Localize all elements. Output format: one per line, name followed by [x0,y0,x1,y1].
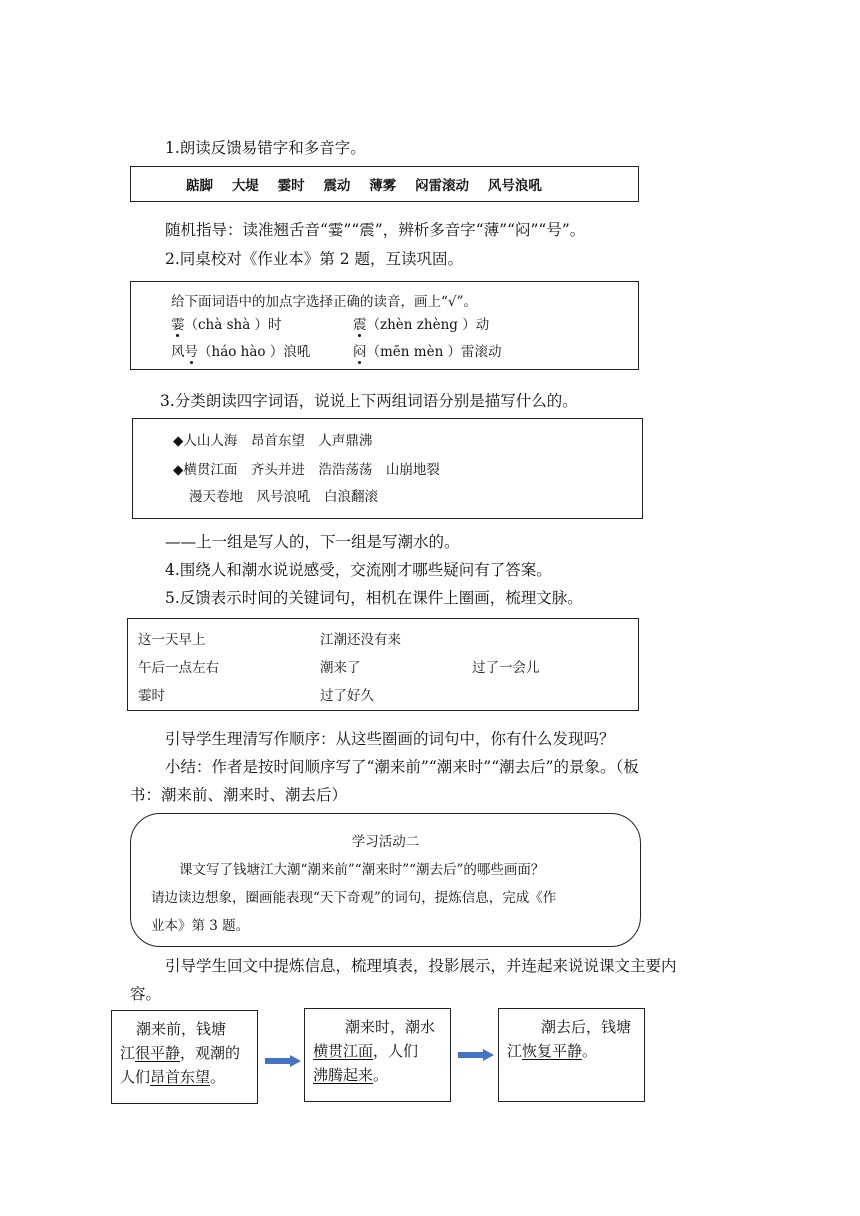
exercise-box [130,281,639,370]
step-1-text: 1.朗读反馈易错字和多音字。 [165,139,366,157]
guide-text-line-1: 引导学生回文中提炼信息，梳理填表，投影展示，并连起来说说课文主要内 [165,957,677,975]
flow-line [313,1039,442,1063]
guidance-text: 随机指导：读准翘舌音“霎”“震”，辨析多音字“薄”“闷”“号”。 [165,221,586,239]
flow-line: 潮来前，钱塘 [136,1020,227,1038]
group-tide-row-2: 漫天卷地 风号浪吼 白浪翻滚 [189,489,378,505]
flow-text: 。 [210,1068,226,1086]
dotted-char: 震 [353,313,367,333]
arrow-right-icon [458,1049,494,1061]
group-tide-row-1: ◆横贯江面 齐头并进 浩浩荡荡 山崩地裂 [173,462,440,478]
flow-text: ，观潮的 [180,1044,241,1062]
summary-line-2: 书：潮来前、潮来时、潮去后） [130,786,348,804]
time-phrase: 江潮还没有来 [320,632,401,648]
activity-line-3: 业本》第 3 题。 [151,918,250,934]
dotted-char: 号 [185,340,199,360]
underlined-phrase: 恢复平静 [522,1042,583,1060]
learning-activity-box [130,813,641,947]
time-phrase: 过了好久 [320,688,374,704]
flow-box-after-tide [498,1008,645,1102]
flow-text: 。 [582,1042,598,1060]
plain-char: 风 [171,344,185,360]
word-7: 风号浪吼 [487,178,542,194]
exercise-item-4 [353,340,502,360]
word-3: 霎时 [277,178,305,194]
flow-text: 人们 [120,1068,151,1086]
time-phrase: 这一天早上 [138,632,206,648]
underlined-phrase: 昂首东望 [150,1068,211,1086]
flow-line: 潮去后，钱塘 [541,1018,632,1036]
time-phrase: 潮来了 [320,660,361,676]
time-phrase: 午后一点左右 [138,660,219,676]
group-people-row: ◆人山人海 昂首东望 人声鼎沸 [173,433,373,449]
word-2: 大堤 [231,178,259,194]
time-phrase: 过了一会儿 [472,660,540,676]
summary-line-1: 小结：作者是按时间顺序写了“潮来前”“潮来时”“潮去后”的景象。（板 [165,758,639,776]
time-phrases-box [127,618,639,711]
flow-box-before-tide [111,1010,258,1104]
time-phrase: 霎时 [138,688,165,704]
exercise-instruction: 给下面词语中的加点字选择正确的读音，画上“√”。 [171,294,477,310]
flow-box-during-tide [304,1008,451,1102]
word-list [186,174,542,194]
exercise-item-1 [171,313,282,333]
flow-line: 潮来时，潮水 [345,1018,436,1036]
flow-line [507,1039,636,1063]
flow-text: 江 [507,1042,523,1060]
group-explanation: ——上一组是写人的，下一组是写潮水的。 [165,533,460,551]
pinyin-options: （háo hào ）浪吼 [198,344,311,360]
arrow-right-icon [265,1055,301,1067]
underlined-phrase: 沸腾起来 [313,1066,374,1084]
step-5-text: 5.反馈表示时间的关键词句，相机在课件上圈画，梳理文脉。 [165,589,583,607]
guide-text-line-2: 容。 [130,985,162,1003]
pinyin-options: （mēn mèn ）雷滚动 [366,344,502,360]
activity-line-2: 请边读边想象，圈画能表现“天下奇观”的词句，提炼信息，完成《作 [151,890,557,906]
activity-title: 学习活动二 [351,834,420,850]
word-4: 震动 [323,178,351,194]
flow-line [120,1041,249,1065]
step-3-text: 3.分类朗读四字词语，说说上下两组词语分别是描写什么的。 [160,392,578,410]
word-groups-box [132,418,643,519]
word-box [130,166,639,202]
writing-order-text: 引导学生理清写作顺序：从这些圈画的词句中，你有什么发现吗？ [165,730,615,748]
flow-line [313,1063,442,1087]
flow-text: ，人们 [373,1042,419,1060]
step-4-text: 4.围绕人和潮水说说感受，交流刚才哪些疑问有了答案。 [165,561,552,579]
pinyin-options: （zhèn zhèng ）动 [366,317,490,333]
step-2-text: 2.同桌校对《作业本》第 2 题，互读巩固。 [165,250,464,268]
exercise-item-2 [353,313,489,333]
activity-line-1: 课文写了钱塘江大潮“潮来前”“潮来时”“潮去后”的哪些画面？ [179,862,545,878]
dotted-char: 霎 [171,313,185,333]
flow-text: 。 [373,1066,389,1084]
dotted-char: 闷 [353,340,367,360]
flow-text: 江 [120,1044,136,1062]
word-1: 踮脚 [186,178,213,194]
pinyin-options: （chà shà ）时 [184,317,282,333]
word-6: 闷雷滚动 [415,178,470,194]
word-5: 薄雾 [369,178,397,194]
underlined-phrase: 横贯江面 [313,1042,374,1060]
flow-line [120,1065,249,1089]
exercise-item-3 [171,340,310,360]
underlined-phrase: 很平静 [135,1044,181,1062]
